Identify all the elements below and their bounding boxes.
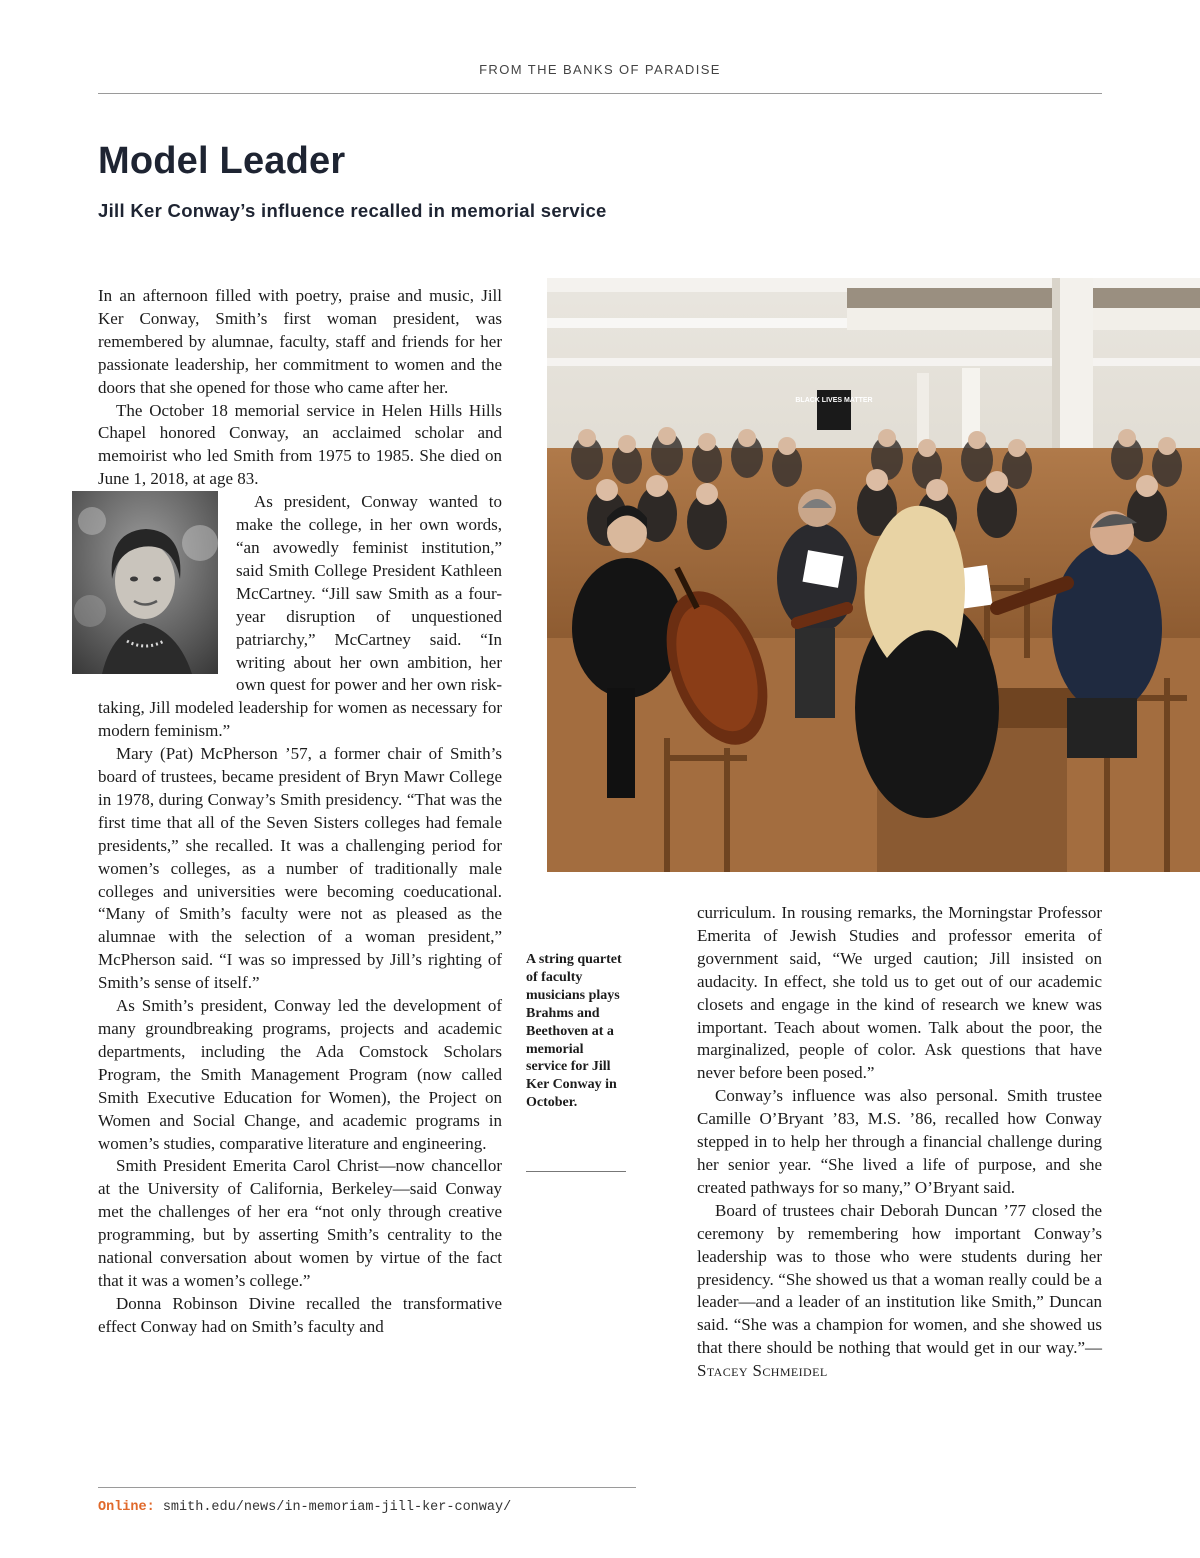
- left-column: [98, 285, 502, 1339]
- online-url-link[interactable]: smith.edu/news/in-memoriam-jill-ker-conway/: [162, 1500, 512, 1515]
- footer-rule: [98, 1487, 636, 1488]
- paragraph: The October 18 memorial service in Helen Hills Hills Chapel honored Conway, an acclaimed scholar and memoirist who led Smith from 1975 to 1985. She died on June 1, 2018, at age 83.: [98, 400, 502, 489]
- byline: Stacey Schmeidel: [697, 1361, 828, 1381]
- paragraph: Board of trustees chair Deborah Duncan ’77 closed the ceremony by remembering how important Conway’s leadership was to those who were students during her presidency. “She showed us that a woman really could be a leader—and a leader of an institution like Smith,” Duncan said. “She was a champion for women, and she showed us that there should be nothing that would get in our way.”—: [697, 1200, 1102, 1358]
- online-label: Online:: [98, 1500, 155, 1515]
- paragraph: curriculum. In rousing remarks, the Morningstar Professor Emerita of Jewish Studies and professor emerita of government said, “We urged caution; Jill insisted on audacity. In effect, she told us to get out of our academic closets and engage in the kind of research we knew was important. Teach about women. Talk about the poor, the marginalized, people of color. Ask questions that have never before been posed.”: [697, 903, 1102, 1083]
- right-column: [697, 902, 1102, 1383]
- quartet-photo: [547, 278, 1200, 872]
- paragraph: Mary (Pat) McPherson ’57, a former chair of Smith’s board of trustees, became president of Bryn Mawr College in 1978, during Conway’s Smith presidency. “That was the first time that all of the Seven Sisters colleges had female presidents,” she recalled. It was a challenging period for women’s colleges, as a number of traditionally male colleges and universities were becoming coeducational. “Many of Smith’s faculty were not as pleased as the alumnae with the selection of a woman president,” McPherson said. “I was so impressed by Jill’s righting of Smith’s sense of itself.”: [98, 744, 502, 993]
- paragraph: Smith President Emerita Carol Christ—now chancellor at the University of California, Berkeley—said Conway met the challenges of her era “not only through creative programming, but by asserting Smith’s centrality to the national conversation about women by virtue of the fact that it was a women’s college.”: [98, 1156, 502, 1290]
- paragraph: As Smith’s president, Conway led the development of many groundbreaking programs, projects and academic departments, including the Ada Comstock Scholars Program, the Smith Management Program (now called Smith Executive Education for Women), the Project on Women and Social Change, and academic programs in women’s studies, comparative literature and engineering.: [98, 996, 502, 1153]
- sign-text: BLACK LIVES MATTER: [795, 397, 873, 404]
- header-rule: [98, 93, 1102, 94]
- portrait-image: [72, 491, 218, 674]
- quartet-image: [547, 278, 1200, 872]
- paragraph: Conway’s influence was also personal. Smith trustee Camille O’Bryant ’83, M.S. ’86, recalled how Conway stepped in to help her through a financial challenge during her senior year. “She lived a life of purpose, and she created pathways for so many,” O’Bryant said.: [697, 1086, 1102, 1197]
- running-head: FROM THE BANKS OF PARADISE: [479, 62, 721, 77]
- paragraph: In an afternoon filled with poetry, praise and music, Jill Ker Conway, Smith’s first woman president, was remembered by alumnae, faculty, staff and friends for her passionate leadership, her commitment to women and the doors that she opened for those who came after her.: [98, 286, 502, 397]
- paragraph: Donna Robinson Divine recalled the transformative effect Conway had on Smith’s faculty and: [98, 1293, 502, 1336]
- sign-board: [817, 390, 851, 430]
- caption-rule: [526, 1171, 626, 1172]
- photo-caption: A string quartet of faculty musicians plays Brahms and Beethoven at a memorial service for Jill Ker Conway in October.: [526, 952, 622, 1111]
- paragraph: As president, Conway wanted to make the college, in her own words, “an avowedly feminist institution,” said Smith College President Kathleen McCartney. “Jill saw Smith as a four-year disruption of unquestioned patriarchy,” McCartney said. “In writing about her own ambition, her own quest for power and her own risk-taking, Jill modeled leadership for women as necessary for modern feminism.”: [98, 492, 502, 741]
- footer: [98, 1500, 511, 1515]
- paragraph-with-byline: [697, 1200, 1102, 1383]
- portrait-photo: [72, 491, 218, 674]
- article-title: Model Leader: [98, 140, 346, 182]
- article-subtitle: Jill Ker Conway’s influence recalled in memorial service: [98, 200, 607, 221]
